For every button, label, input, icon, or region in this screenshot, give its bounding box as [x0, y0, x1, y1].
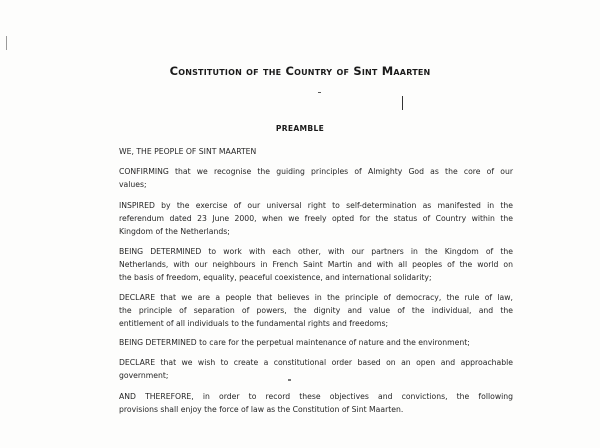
preamble-paragraph — [119, 291, 513, 330]
paragraph-line: the basis of freedom, equality, peaceful coexistence, and international solidarity; — [119, 273, 432, 282]
preamble-paragraph — [119, 165, 513, 191]
paragraph-line: Kingdom of the Netherlands; — [119, 227, 230, 236]
preamble-paragraph — [119, 199, 513, 238]
preamble-paragraph — [119, 245, 513, 284]
section-heading: PREAMBLE — [275, 124, 325, 133]
preamble-paragraph — [119, 145, 513, 158]
paragraph-line: WE, THE PEOPLE OF SINT MAARTEN — [119, 147, 257, 156]
paragraph-line: AND THEREFORE, in order to record these objectives and convictions, the following — [119, 392, 513, 401]
preamble-paragraph — [119, 356, 513, 382]
paragraph-line: government; — [119, 371, 169, 380]
paragraph-line: entitlement of all individuals to the fundamental rights and freedoms; — [119, 319, 389, 328]
document-title: Constitution of the Country of Sint Maarten — [169, 64, 431, 78]
paragraph-line: provisions shall enjoy the force of law as the Constitution of Sint Maarten. — [119, 405, 404, 414]
scan-speck — [318, 92, 321, 93]
paragraph-line: values; — [119, 180, 147, 189]
paragraph-line: DECLARE that we are a people that believes in the principle of democracy, the rule of law, — [119, 293, 513, 302]
paragraph-line: Netherlands, with our neighbours in French Saint Martin and with all peoples of the world on — [119, 260, 513, 269]
scan-edge-mark — [6, 36, 7, 50]
preamble-paragraph — [119, 390, 513, 416]
paragraph-line: BEING DETERMINED to care for the perpetual maintenance of nature and the environment; — [119, 338, 470, 347]
paragraph-line: DECLARE that we wish to create a constitutional order based on an open and approachable — [119, 358, 513, 367]
paragraph-line: BEING DETERMINED to work with each other, with our partners in the Kingdom of the — [119, 247, 513, 256]
paragraph-line: INSPIRED by the exercise of our universal right to self-determination as manifested in the — [119, 201, 513, 210]
paragraph-line: the principle of separation of powers, the dignity and value of the individual, and the — [119, 306, 513, 315]
scan-speck — [402, 96, 403, 110]
paragraph-line: referendum dated 23 June 2000, when we freely opted for the status of Country within the — [119, 214, 513, 223]
paragraph-line: CONFIRMING that we recognise the guiding principles of Almighty God as the core of our — [119, 167, 513, 176]
preamble-paragraph — [119, 336, 513, 349]
